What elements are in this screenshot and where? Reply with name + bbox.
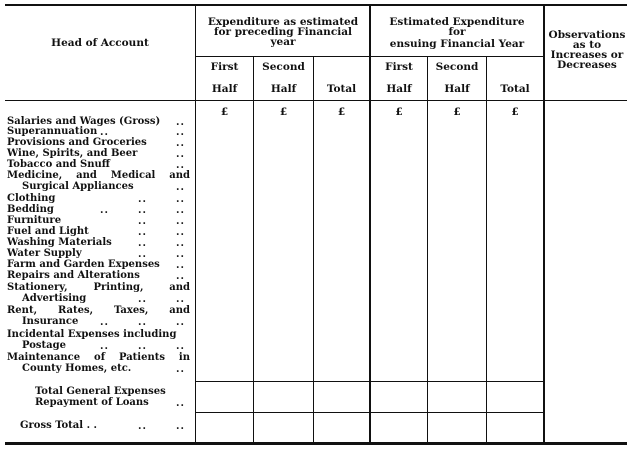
leader-dots: .. bbox=[176, 149, 185, 160]
account-item: Furniture bbox=[7, 215, 62, 226]
leader-dots: .. bbox=[176, 294, 185, 305]
account-item: Incidental Expenses including bbox=[7, 329, 177, 340]
observations-header-line-1: Observations bbox=[548, 29, 626, 41]
next-year-header-line-2: for bbox=[448, 26, 466, 38]
next-first-half-label: Half bbox=[386, 83, 412, 95]
total-rule-upper bbox=[195, 381, 545, 382]
leader-dots: .. bbox=[138, 194, 147, 205]
leader-dots: .. bbox=[176, 138, 185, 149]
observations-header-line-2: as to bbox=[572, 39, 602, 51]
currency-symbol: £ bbox=[220, 106, 229, 118]
next-first-label: First bbox=[385, 61, 413, 73]
account-item: Clothing bbox=[7, 193, 56, 204]
leader-dots: .. bbox=[176, 238, 185, 249]
account-item: Repairs and Alterations bbox=[7, 270, 140, 281]
leader-dots: .. bbox=[176, 227, 185, 238]
observations-header-line-3: Increases or bbox=[550, 49, 624, 61]
leader-dots: .. bbox=[176, 364, 185, 375]
account-item-continued: County Homes, etc. bbox=[22, 363, 132, 374]
leader-dots: .. bbox=[176, 260, 185, 271]
leader-dots: .. bbox=[176, 127, 185, 138]
leader-dots: .. bbox=[176, 182, 185, 193]
total-general-expenses: Total General Expenses bbox=[35, 386, 166, 397]
account-item: Provisions and Groceries bbox=[7, 137, 147, 148]
currency-symbol: £ bbox=[279, 106, 288, 118]
prev-first-label: First bbox=[210, 61, 239, 73]
next-total-label: Total bbox=[500, 83, 530, 95]
currency-symbol: £ bbox=[453, 106, 461, 118]
subheader-rule bbox=[195, 56, 545, 57]
next-year-header-line-3: ensuing Financial Year bbox=[389, 38, 525, 50]
account-item-continued: Insurance bbox=[22, 316, 79, 327]
account-item: Water Supply bbox=[7, 248, 82, 259]
leader-dots: .. bbox=[176, 194, 185, 205]
observations-header-line-4: Decreases bbox=[557, 59, 617, 71]
account-item-continued: Postage bbox=[22, 340, 67, 351]
leader-dots: .. bbox=[100, 317, 109, 328]
prev-year-header-line-3: year bbox=[270, 36, 296, 48]
leader-dots: .. bbox=[176, 271, 185, 282]
leader-dots: .. bbox=[138, 227, 147, 238]
account-item: Tobacco and Snuff bbox=[7, 159, 110, 170]
leader-dots: .. bbox=[176, 398, 185, 409]
prev-second-half-label: Half bbox=[270, 83, 297, 95]
leader-dots: .. bbox=[138, 249, 147, 260]
leader-dots: .. bbox=[176, 216, 185, 227]
prev-first-half-label: Half bbox=[211, 83, 238, 95]
leader-dots: .. bbox=[138, 294, 147, 305]
leader-dots: .. bbox=[176, 421, 185, 432]
currency-symbol: £ bbox=[395, 106, 403, 118]
currency-symbol: £ bbox=[511, 106, 519, 118]
account-item: Salaries and Wages (Gross) bbox=[7, 116, 161, 127]
prev-year-header-line-2: for preceding Financial bbox=[214, 26, 352, 38]
account-item: Fuel and Light bbox=[7, 226, 89, 237]
head-of-account-header: Head of Account bbox=[51, 37, 149, 49]
account-item: Stationery, Printing, and bbox=[7, 282, 190, 293]
leader-dots: .. bbox=[100, 205, 109, 216]
account-item: Rent, Rates, Taxes, and bbox=[7, 305, 190, 316]
account-item: Maintenance of Patients in bbox=[7, 352, 190, 363]
account-item: Farm and Garden Expenses bbox=[7, 259, 160, 270]
leader-dots: .. bbox=[176, 205, 185, 216]
leader-dots: .. bbox=[138, 317, 147, 328]
leader-dots: .. bbox=[138, 421, 147, 432]
next-second-label: Second bbox=[435, 61, 479, 73]
account-item: Washing Materials bbox=[7, 237, 112, 248]
prev-second-label: Second bbox=[262, 61, 305, 73]
account-item-continued: Advertising bbox=[22, 293, 87, 304]
next-second-half-label: Half bbox=[444, 83, 470, 95]
repayment-of-loans: Repayment of Loans bbox=[35, 397, 149, 408]
next-year-header-line-1: Estimated Expenditure bbox=[389, 16, 525, 28]
account-item: Superannuation bbox=[7, 126, 98, 137]
leader-dots: .. bbox=[138, 205, 147, 216]
leader-dots: .. bbox=[138, 238, 147, 249]
account-item: Bedding bbox=[7, 204, 54, 215]
leader-dots: .. bbox=[100, 127, 109, 138]
total-rule-lower bbox=[195, 412, 545, 413]
top-rule bbox=[5, 4, 627, 6]
account-item: Wine, Spirits, and Beer bbox=[7, 148, 138, 159]
header-bottom-rule bbox=[5, 100, 627, 101]
account-item-continued: Surgical Appliances bbox=[22, 181, 134, 192]
leader-dots: .. bbox=[138, 341, 147, 352]
prev-year-header-line-1: Expenditure as estimated bbox=[207, 16, 359, 28]
bottom-rule bbox=[5, 442, 627, 445]
leader-dots: .. bbox=[176, 160, 185, 171]
currency-symbol: £ bbox=[337, 106, 346, 118]
leader-dots: .. bbox=[176, 317, 185, 328]
account-item: Medicine, and Medical and bbox=[7, 170, 190, 181]
leader-dots: .. bbox=[176, 249, 185, 260]
prev-total-label: Total bbox=[326, 83, 357, 95]
leader-dots: .. bbox=[138, 216, 147, 227]
gross-total: Gross Total . . bbox=[20, 420, 98, 431]
leader-dots: .. bbox=[176, 341, 185, 352]
leader-dots: .. bbox=[100, 341, 109, 352]
leader-dots: .. bbox=[176, 117, 185, 128]
